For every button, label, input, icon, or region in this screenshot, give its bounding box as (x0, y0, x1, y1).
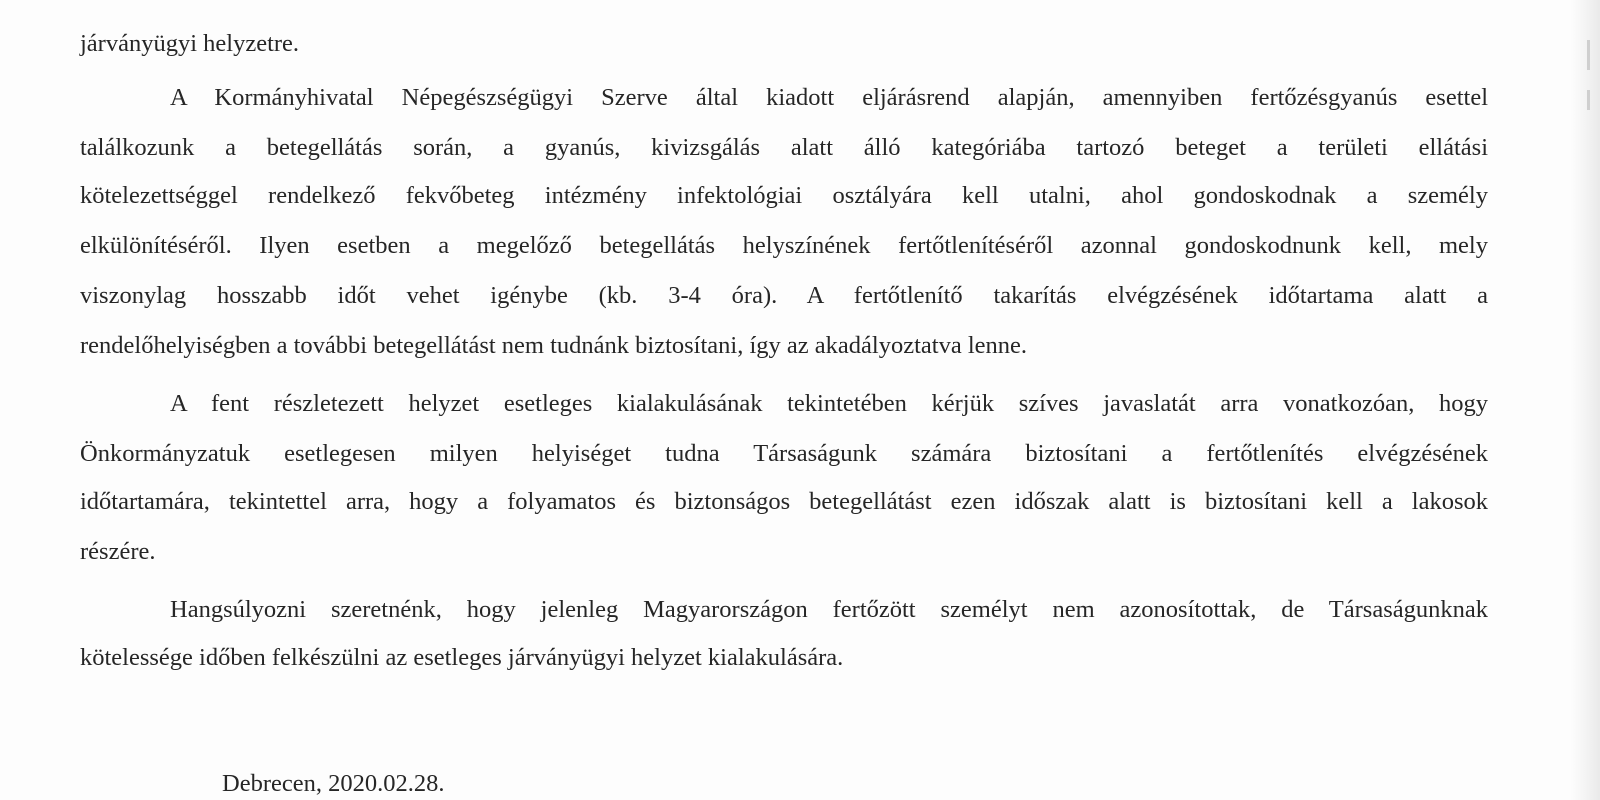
date-line: Debrecen, 2020.02.28. (222, 770, 445, 797)
paragraph-line: járványügyi helyzetre. (80, 30, 300, 57)
paragraph-line: viszonylag hosszabb időt vehet igénybe (kb. 3-4 óra). A fertőtlenítő takarítás elvégzésének időtartama alatt a (80, 282, 1488, 309)
paragraph-line: A fent részletezett helyzet esetleges kialakulásának tekintetében kérjük szíves javaslatát arra vonatkozóan, hogy (170, 390, 1488, 417)
paragraph-line: találkozunk a betegellátás során, a gyanús, kivizsgálás alatt álló kategóriába tartozó beteget a területi ellátási (80, 134, 1488, 161)
paragraph-line: kötelezettséggel rendelkező fekvőbeteg intézmény infektológiai osztályára kell utalni, ahol gondoskodnak a személy (80, 182, 1488, 209)
paragraph-line: időtartamára, tekintettel arra, hogy a folyamatos és biztonságos betegellátást ezen időszak alatt is biztosítani kell a lakosok (80, 488, 1488, 515)
paragraph-line: kötelessége időben felkészülni az esetleges járványügyi helyzet kialakulására. (80, 644, 844, 671)
scan-edge-shadow (1570, 0, 1600, 800)
scan-artifact (1587, 40, 1590, 70)
paragraph-line: A Kormányhivatal Népegészségügyi Szerve által kiadott eljárásrend alapján, amennyiben fertőzésgyanús esettel (170, 84, 1488, 111)
paragraph-line: Önkormányzatuk esetlegesen milyen helyiséget tudna Társaságunk számára biztosítani a fertőtlenítés elvégzésének (80, 440, 1488, 467)
paragraph-line: részére. (80, 538, 156, 565)
paragraph-line: elkülönítéséről. Ilyen esetben a megelőző betegellátás helyszínének fertőtlenítéséről azonnal gondoskodnunk kell, mely (80, 232, 1488, 259)
scan-artifact (1587, 90, 1590, 110)
paragraph-line: rendelőhelyiségben a további betegellátást nem tudnánk biztosítani, így az akadályoztatva lenne. (80, 332, 1027, 359)
paragraph-line: Hangsúlyozni szeretnénk, hogy jelenleg Magyarországon fertőzött személyt nem azonosítottak, de Társaságunknak (170, 596, 1488, 623)
